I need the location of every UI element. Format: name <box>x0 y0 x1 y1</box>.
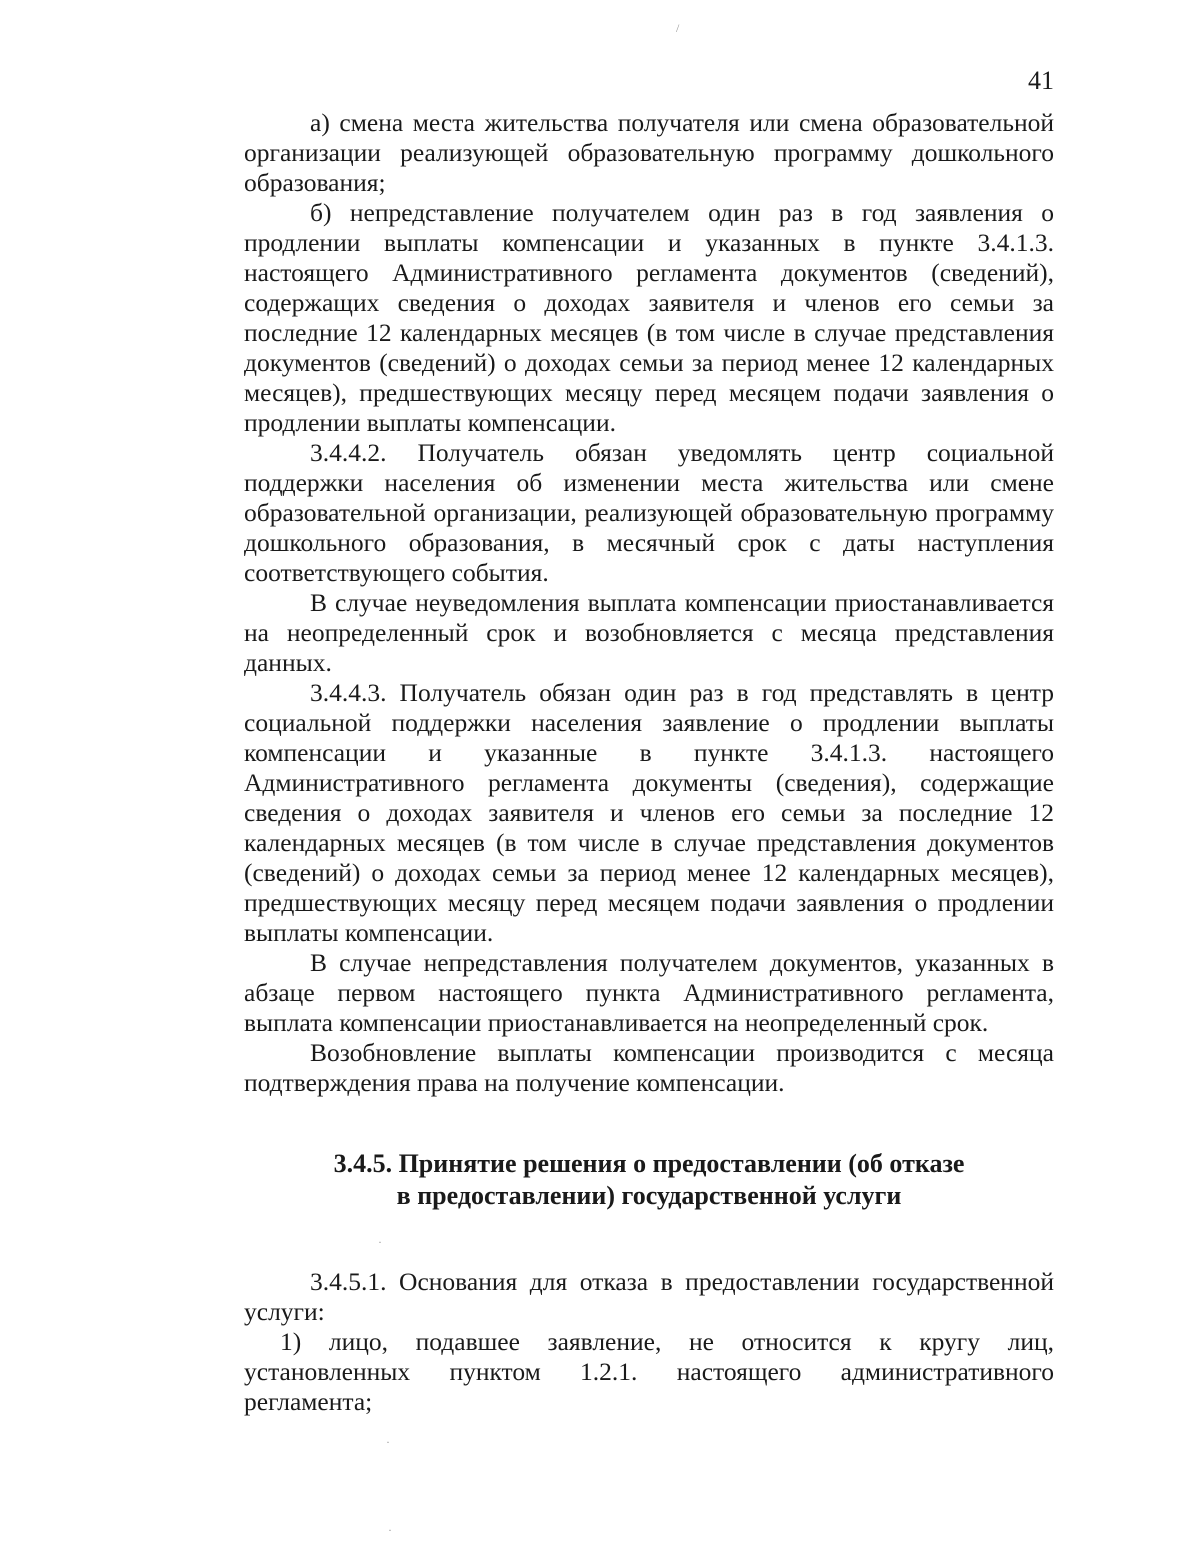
paragraph-non-notification: В случае неуведомления выплата компенсации приостанавливается на неопределенный срок и возобновляется с месяца представления данных. <box>244 588 1054 677</box>
paragraph-3-4-4-3: 3.4.4.3. Получатель обязан один раз в год представлять в центр социальной поддержки населения заявление о продлении выплаты компенсации и указанные в пункте 3.4.1.3. настоящего Административного регламента документы (сведения), содержащие сведения о доходах заявителя и членов его семьи за последние 12 календарных месяцев (в том числе в случае представления документов (сведений) о доходах семьи за период менее 12 календарных месяцев), предшествующих месяцу перед месяцем подачи заявления о продлении выплаты компенсации. <box>244 678 1054 947</box>
scan-speck: · <box>388 1523 392 1537</box>
section-heading-line-1: 3.4.5. Принятие решения о предоставлении (об отказе <box>333 1149 965 1178</box>
section-heading-line-2: в предоставлении) государственной услуги <box>396 1181 902 1210</box>
section-heading <box>244 1148 1054 1212</box>
paragraph-non-submission: В случае непредставления получателем документов, указанных в абзаце первом настоящего пункта Административного регламента, выплата компенсации приостанавливается на неопределенный срок. <box>244 948 1054 1037</box>
page-number: 41 <box>1028 66 1054 95</box>
paragraph-item-b: б) непредставление получателем один раз в год заявления о продлении выплаты компенсации и указанных в пункте 3.4.1.3. настоящего Административного регламента документов (сведений), содержащих сведения о доходах заявителя и членов его семьи за последние 12 календарных месяцев (в том числе в случае представления документов (сведений) о доходах семьи за период менее 12 календарных месяцев), предшествующих месяцу перед месяцем подачи заявления о продлении выплаты компенсации. <box>244 198 1054 437</box>
list-item-1: 1) лицо, подавшее заявление, не относится к кругу лиц, установленных пунктом 1.2.1. настоящего административного регламента; <box>244 1327 1054 1416</box>
paragraph-3-4-4-2: 3.4.4.2. Получатель обязан уведомлять центр социальной поддержки населения об изменении места жительства или смене образовательной организации, реализующей образовательную программу дошкольного образования, в месячный срок с даты наступления соответствующего события. <box>244 438 1054 587</box>
scan-speck: / <box>676 21 680 35</box>
scan-speck: · <box>378 1235 382 1249</box>
scan-speck: · <box>386 1435 390 1449</box>
document-body <box>244 108 1054 1098</box>
paragraph-item-a: а) смена места жительства получателя или смена образовательной организации реализующей образовательную программу дошкольного образования; <box>244 108 1054 197</box>
paragraph-resumption: Возобновление выплаты компенсации производится с месяца подтверждения права на получение компенсации. <box>244 1038 1054 1097</box>
paragraph-3-4-5-1: 3.4.5.1. Основания для отказа в предоставлении государственной услуги: <box>244 1267 1054 1326</box>
section-body <box>244 1267 1054 1417</box>
